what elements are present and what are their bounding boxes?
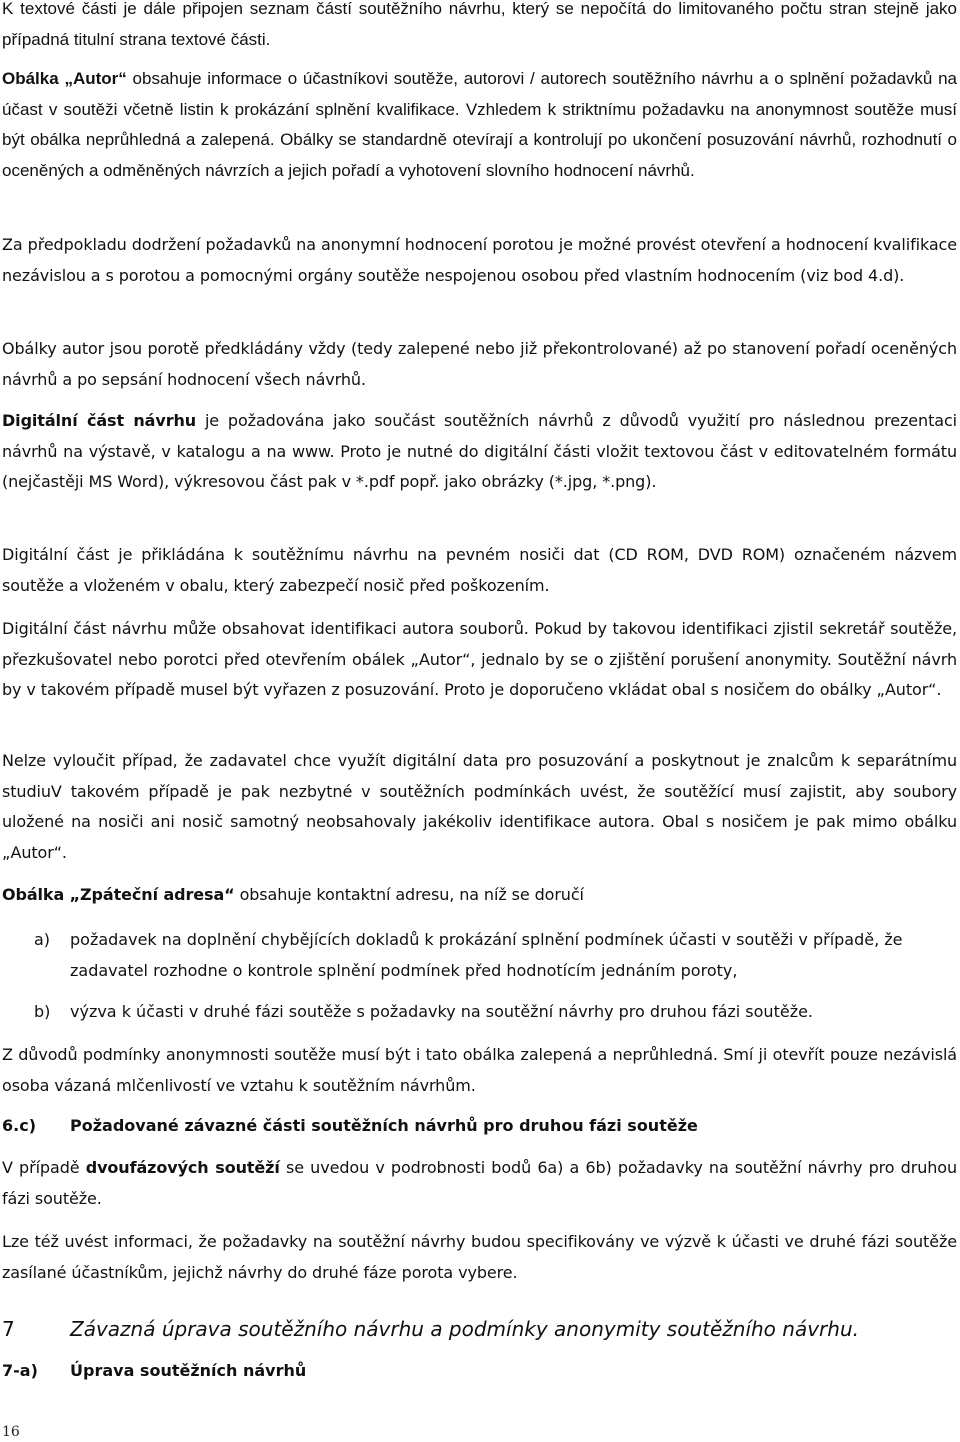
paragraph-text: je požadována jako součást soutěžních návrhů z důvodů využití pro následnou prezentaci návrhů na výstavě, v katalogu a na www. Proto je nutné do digitální části vložit textovou část v editovatelném formátu (nejčastěji MS Word), výkresovou část pak v *.pdf popř. jako obrázky (*.jpg, *.png). <box>2 411 957 491</box>
section-title: Požadované závazné části soutěžních návrhů pro druhou fázi soutěže <box>70 1116 698 1135</box>
section-number: 7-a) <box>2 1361 38 1380</box>
paragraph-two-phase <box>2 1153 957 1214</box>
page-number: 16 <box>2 1424 20 1440</box>
list-marker: b) <box>34 1002 51 1021</box>
paragraph-text: Lze též uvést informaci, že požadavky na soutěžní návrhy budou specifikovány ve výzvě k účasti ve druhé fázi soutěže zasílané účastníkům, jejichž návrhy do druhé fáze porota vybere. <box>2 1232 957 1282</box>
term-two-phase: dvoufázových soutěží <box>85 1158 280 1177</box>
paragraph-second-phase-info <box>2 1227 957 1288</box>
paragraph-digital-part <box>2 406 957 498</box>
list-item-text: výzva k účasti v druhé fázi soutěže s požadavky na soutěžní návrhy pro druhou fázi soutěže. <box>70 1002 814 1021</box>
paragraph-text-parts <box>2 0 957 55</box>
paragraph-anonymity-envelope <box>2 1040 957 1101</box>
paragraph-data-carrier <box>2 540 957 601</box>
term-envelope-author: Obálka „Autor“ <box>2 69 127 88</box>
paragraph-text: se uvedou v podrobnosti bodů 6a) a 6b) požadavky na soutěžní návrhy pro druhou fázi soutěže. <box>2 1158 958 1208</box>
paragraph-text: Obálky autor jsou porotě předkládány vždy (tedy zalepené nebo již překontrolované) až po stanovení pořadí oceněných návrhů a po sepsání hodnocení všech návrhů. <box>2 339 957 389</box>
section-heading-7 <box>2 1313 859 1345</box>
paragraph-text: K textové části je dále připojen seznam částí soutěžního návrhu, který se nepočítá do limitovaného počtu stran stejně jako případná titulní strana textové části. <box>2 0 957 49</box>
paragraph-text: Digitální část návrhu může obsahovat identifikaci autora souborů. Pokud by takovou identifikaci zjistil sekretář soutěže, přezkušovatel nebo porotci před otevřením obálek „Autor“, jednalo by se o zjištění porušení anonymity. Soutěžní návrh by v takovém případě musel být vyřazen z posuzování. Proto je doporučeno vkládat obal s nosičem do obálky „Autor“. <box>2 619 957 699</box>
paragraph-qualification <box>2 230 957 291</box>
paragraph-text: Digitální část je přikládána k soutěžnímu návrhu na pevném nosiči dat (CD ROM, DVD ROM) označeném názvem soutěže a vloženém v obalu, který zabezpečí nosič před poškozením. <box>2 545 957 595</box>
section-title: Úprava soutěžních návrhů <box>70 1361 307 1380</box>
section-number: 7 <box>2 1317 15 1341</box>
paragraph-anonymity <box>2 614 957 706</box>
list-marker: a) <box>34 930 51 949</box>
paragraph-text: Nelze vyloučit případ, že zadavatel chce využít digitální data pro posuzování a poskytnout je znalcům k separátnímu studiuV takovém případě je pak nezbytné v soutěžních podmínkách uvést, že soutěžící musí zajistit, aby soubory uložené na nosiči ani nosič samotný neobsahovaly jakékoliv identifikace autora. Obal s nosičem je pak mimo obálku „Autor“. <box>2 751 957 862</box>
paragraph-experts <box>2 746 957 868</box>
paragraph-return-address <box>2 880 957 911</box>
term-return-address: Obálka „Zpáteční adresa“ <box>2 885 235 904</box>
term-digital-part: Digitální část návrhu <box>2 411 197 430</box>
paragraph-envelope-author <box>2 64 957 186</box>
paragraph-text: Za předpokladu dodržení požadavků na anonymní hodnocení porotou je možné provést otevření a hodnocení kvalifikace nezávislou a s porotou a pomocnými orgány soutěže nespojenou osobou před vlastním hodnocením (viz bod 4.d). <box>2 235 957 285</box>
paragraph-text: obsahuje informace o účastníkovi soutěže, autorovi / autorech soutěžního návrhu a o splnění požadavků na účast v soutěži včetně listin k prokázání splnění kvalifikace. Vzhledem k striktnímu požadavku na anonymnost soutěže musí být obálka neprůhledná a zalepená. Obálky se standardně otevírají a kontrolují po ukončení posuzování návrhů, rozhodnutí o oceněných a odměněných návrzích a jejich pořadí a vyhotovení slovního hodnocení návrhů. <box>2 69 957 180</box>
section-heading-7a <box>2 1356 306 1386</box>
section-heading-6c <box>2 1111 698 1141</box>
section-title: Závazná úprava soutěžního návrhu a podmínky anonymity soutěžního návrhu. <box>70 1317 859 1341</box>
list-item <box>34 996 956 1027</box>
list-item-text: požadavek na doplnění chybějících dokladů k prokázání splnění podmínek účasti v soutěži v případě, že zadavatel rozhodne o kontrole splnění podmínek před hodnotícím jednáním poroty, <box>70 930 903 980</box>
paragraph-text: obsahuje kontaktní adresu, na níž se doručí <box>234 885 584 904</box>
paragraph-text: V případě <box>2 1158 86 1177</box>
section-number: 6.c) <box>2 1116 37 1135</box>
list-item <box>34 924 956 986</box>
paragraph-text: Z důvodů podmínky anonymnosti soutěže musí být i tato obálka zalepená a neprůhledná. Smí ji otevřít pouze nezávislá osoba vázaná mlčenlivostí ve vztahu k soutěžním návrhům. <box>2 1045 957 1095</box>
paragraph-author-envelopes <box>2 334 957 395</box>
